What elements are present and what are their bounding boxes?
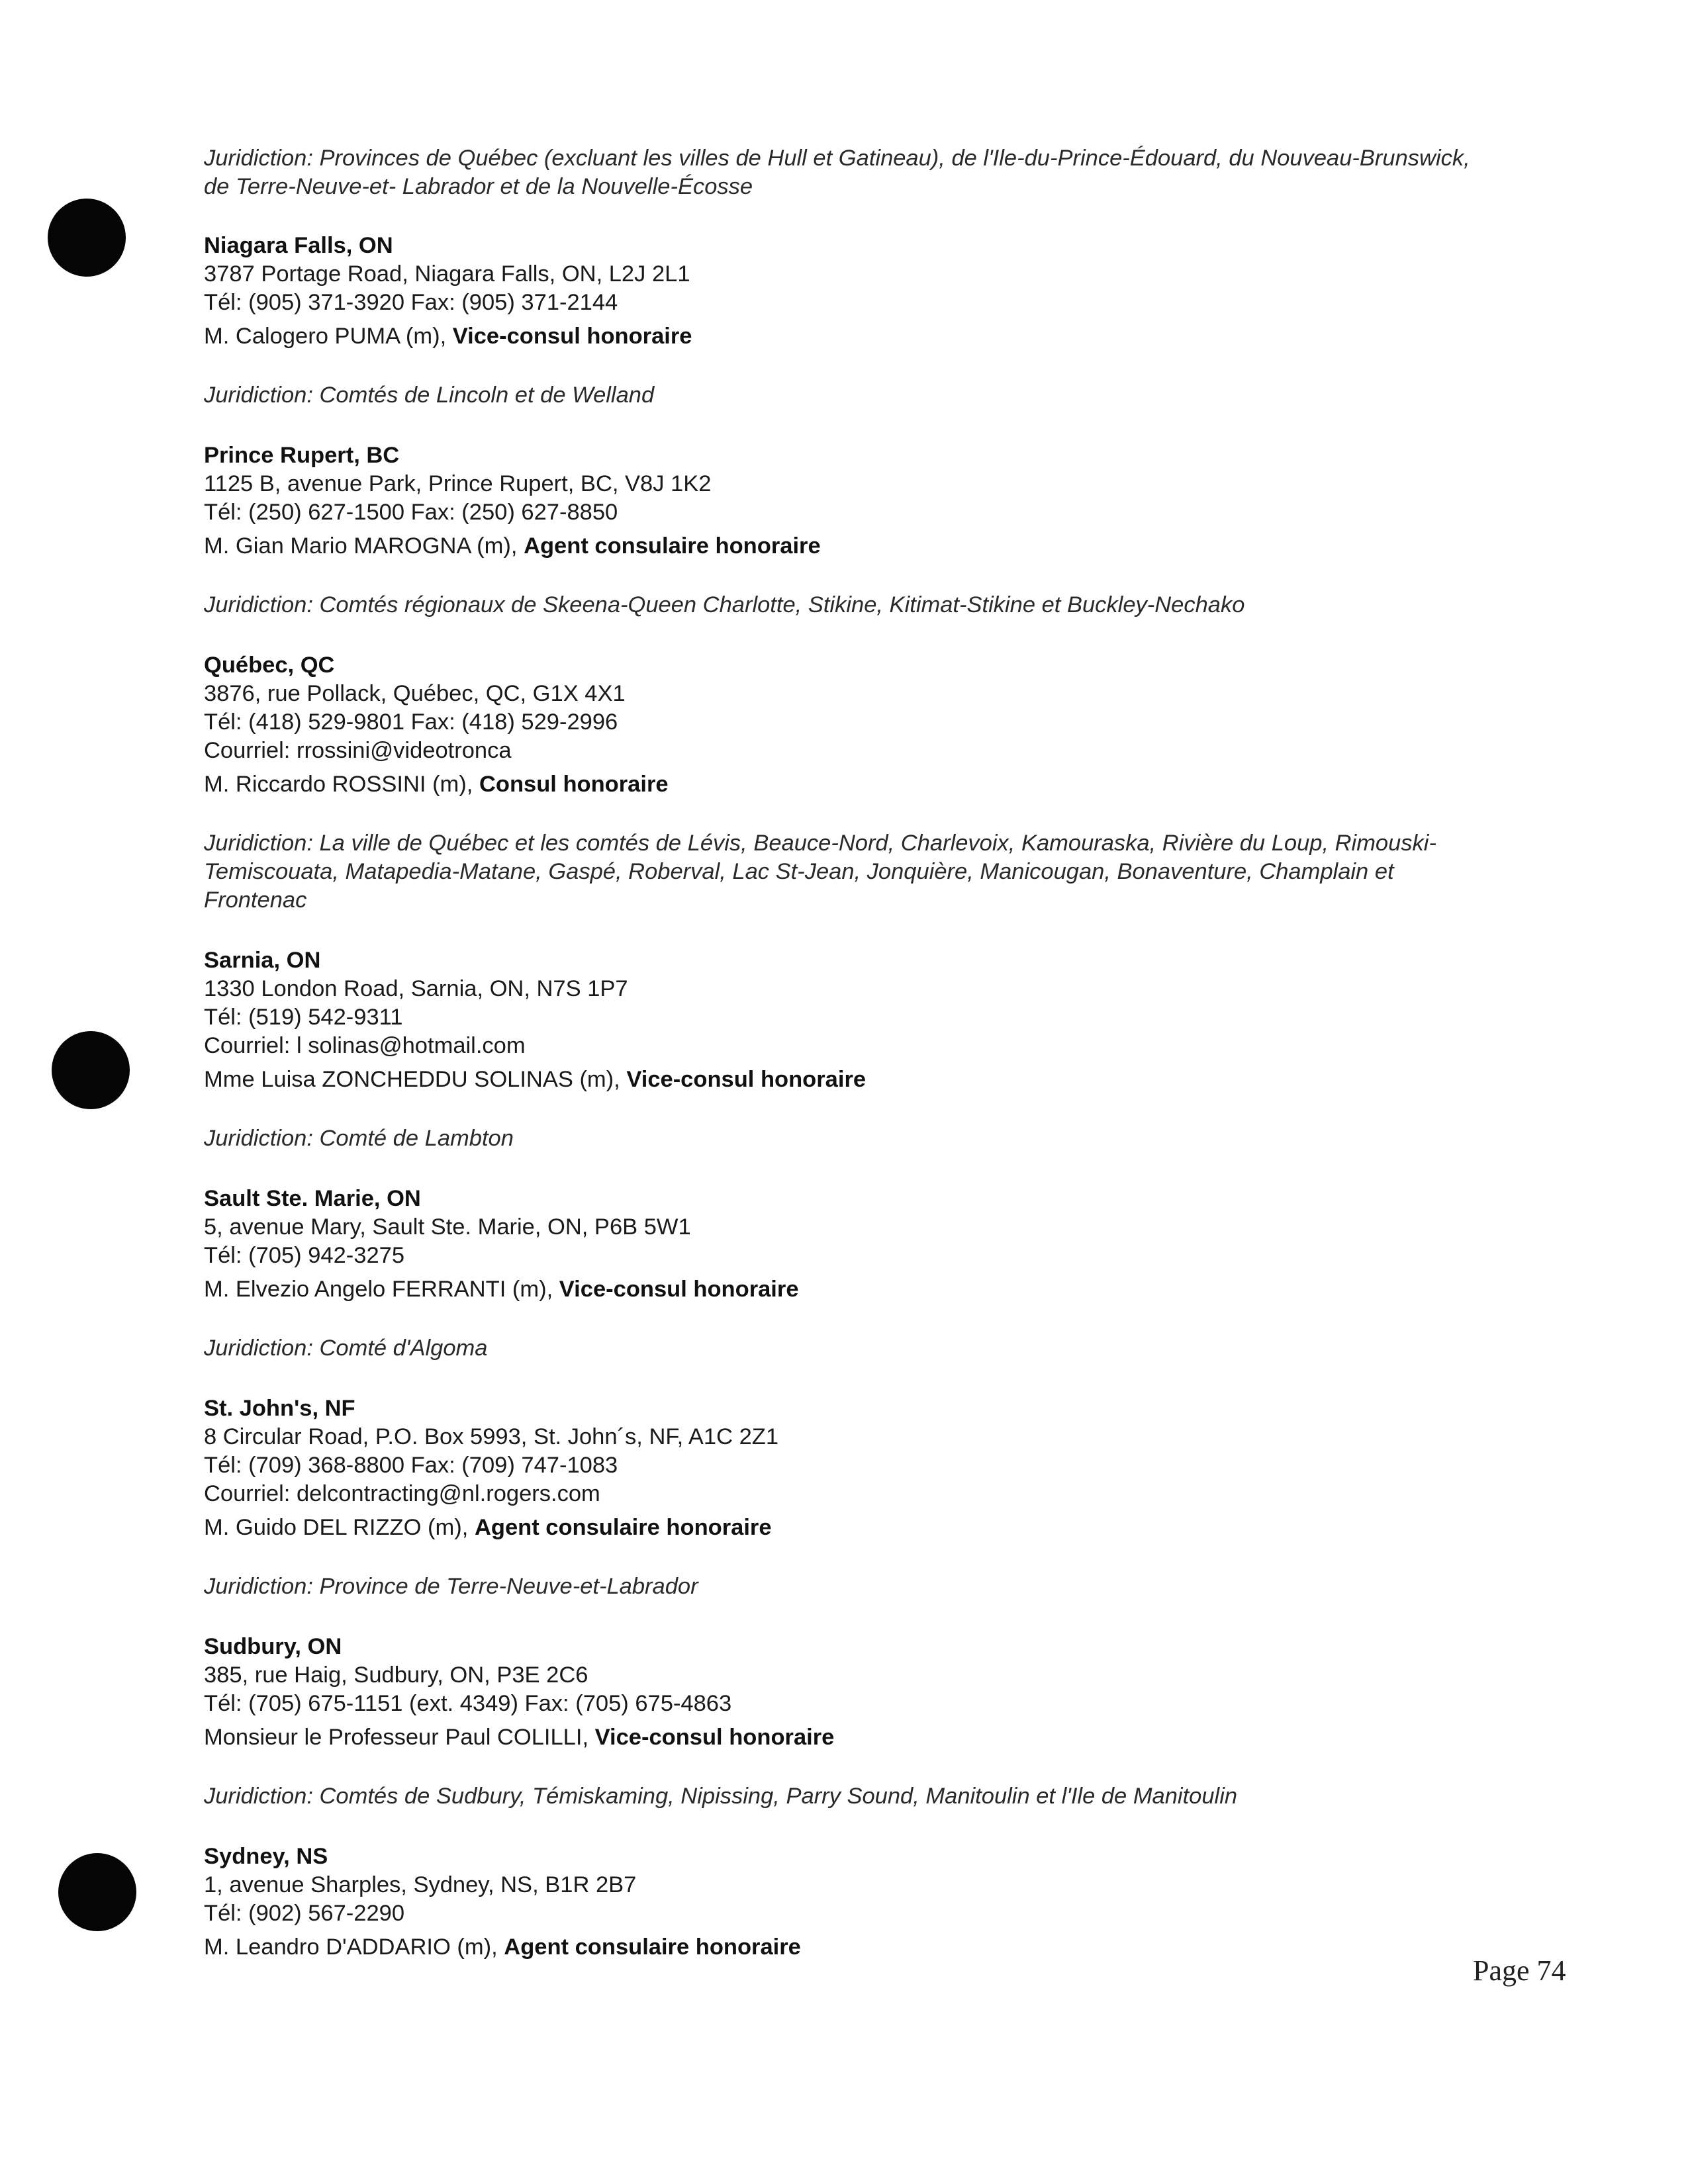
entry-phone: Tél: (705) 675-1151 (ext. 4349) Fax: (705) 675-4863 [204, 1691, 732, 1716]
entry-person-name: M. Leandro D'ADDARIO (m), [204, 1934, 498, 1960]
entry-address: 8 Circular Road, P.O. Box 5993, St. John´s, NF, A1C 2Z1 [204, 1424, 779, 1449]
entry-person-name: M. Calogero PUMA (m), [204, 324, 447, 349]
consulate-entry [204, 1185, 1488, 1304]
entry-jurisdiction: Juridiction: Comtés de Sudbury, Témiskaming, Nipissing, Parry Sound, Manitoulin et l'Ile de Manitoulin [204, 1784, 1238, 1809]
entry-address: 1330 London Road, Sarnia, ON, N7S 1P7 [204, 976, 628, 1001]
entry-city: Sydney, NS [204, 1844, 328, 1869]
consulate-entry [204, 1394, 1488, 1542]
entry-title: Agent consulaire honoraire [524, 533, 821, 559]
entry-person [204, 1933, 1488, 1962]
entry-address: 5, avenue Mary, Sault Ste. Marie, ON, P6B 5W1 [204, 1214, 691, 1240]
punch-hole-top [48, 199, 126, 277]
entry-address: 1, avenue Sharples, Sydney, NS, B1R 2B7 [204, 1872, 637, 1897]
entry-person-name: M. Gian Mario MAROGNA (m), [204, 533, 518, 559]
entry-title: Vice-consul honoraire [626, 1067, 867, 1092]
entry-jurisdiction: Juridiction: La ville de Québec et les comtés de Lévis, Beauce-Nord, Charlevoix, Kamouraska, Rivière du Loup, Rimouski-Temiscouata, Matapedia-Matane, Gaspé, Roberval, Lac St-Jean, Jonquière, Manicougan, Bonaventure, Champlain et Frontenac [204, 831, 1436, 913]
entry-jurisdiction: Juridiction: Province de Terre-Neuve-et-Labrador [204, 1574, 698, 1599]
entry-person [204, 1066, 1488, 1094]
entry-person-name: M. Elvezio Angelo FERRANTI (m), [204, 1277, 553, 1302]
consulate-entry [204, 232, 1488, 351]
entry-person-name: M. Guido DEL RIZZO (m), [204, 1515, 469, 1540]
entry-phone: Tél: (519) 542-9311 [204, 1005, 403, 1030]
entry-person-name: Mme Luisa ZONCHEDDU SOLINAS (m), [204, 1067, 620, 1092]
entry-phone: Tél: (902) 567-2290 [204, 1901, 405, 1926]
entry-city: Sarnia, ON [204, 948, 321, 973]
consulate-entry [204, 1633, 1488, 1752]
entry-jurisdiction: Juridiction: Comté d'Algoma [204, 1336, 488, 1361]
entry-title: Vice-consul honoraire [594, 1725, 835, 1750]
punch-hole-middle [52, 1031, 130, 1109]
entry-city: St. John's, NF [204, 1396, 355, 1421]
intro-jurisdiction: Juridiction: Provinces de Québec (excluant les villes de Hull et Gatineau), de l'Ile-du-Prince-Édouard, du Nouveau-Brunswick, de Terre-Neuve-et- Labrador et de la Nouvelle-Écosse [204, 146, 1470, 199]
consulate-entry [204, 651, 1488, 799]
consulate-entry [204, 441, 1488, 561]
entry-title: Consul honoraire [479, 772, 669, 797]
entry-person [204, 532, 1488, 561]
entry-city: Prince Rupert, BC [204, 443, 400, 468]
entry-phone: Tél: (418) 529-9801 Fax: (418) 529-2996 [204, 709, 618, 735]
entry-address: 385, rue Haig, Sudbury, ON, P3E 2C6 [204, 1662, 588, 1688]
entry-phone: Tél: (705) 942-3275 [204, 1243, 405, 1268]
entry-person [204, 1514, 1488, 1542]
page-number: Page 74 [1473, 1954, 1566, 1987]
entry-email[interactable]: Courriel: delcontracting@nl.rogers.com [204, 1481, 600, 1506]
entry-person [204, 322, 1488, 351]
consulate-entry [204, 946, 1488, 1094]
entry-address: 3787 Portage Road, Niagara Falls, ON, L2J 2L1 [204, 261, 690, 287]
entry-title: Vice-consul honoraire [559, 1277, 799, 1302]
entry-address: 1125 B, avenue Park, Prince Rupert, BC, V8J 1K2 [204, 471, 712, 496]
entry-phone: Tél: (905) 371-3920 Fax: (905) 371-2144 [204, 290, 618, 315]
consulate-entry [204, 1843, 1488, 1962]
entry-person-name: Monsieur le Professeur Paul COLILLI, [204, 1725, 589, 1750]
entry-title: Agent consulaire honoraire [474, 1515, 772, 1540]
entry-jurisdiction: Juridiction: Comté de Lambton [204, 1126, 514, 1151]
entry-title: Vice-consul honoraire [452, 324, 692, 349]
punch-hole-bottom [58, 1853, 136, 1931]
entry-city: Sault Ste. Marie, ON [204, 1186, 421, 1211]
entry-city: Québec, QC [204, 653, 335, 678]
entry-jurisdiction: Juridiction: Comtés régionaux de Skeena-Queen Charlotte, Stikine, Kitimat-Stikine et Buckley-Nechako [204, 592, 1245, 617]
entry-person [204, 1275, 1488, 1304]
entry-jurisdiction: Juridiction: Comtés de Lincoln et de Welland [204, 383, 655, 408]
entry-person [204, 770, 1488, 799]
entry-address: 3876, rue Pollack, Québec, QC, G1X 4X1 [204, 681, 626, 706]
entry-phone: Tél: (250) 627-1500 Fax: (250) 627-8850 [204, 500, 618, 525]
entry-person-name: M. Riccardo ROSSINI (m), [204, 772, 473, 797]
entry-city: Niagara Falls, ON [204, 233, 393, 258]
entry-city: Sudbury, ON [204, 1634, 342, 1659]
directory-content [204, 144, 1488, 1962]
entry-phone: Tél: (709) 368-8800 Fax: (709) 747-1083 [204, 1453, 618, 1478]
entry-person [204, 1723, 1488, 1752]
entry-title: Agent consulaire honoraire [504, 1934, 801, 1960]
entry-email[interactable]: Courriel: rrossini@videotronca [204, 738, 512, 763]
entry-email[interactable]: Courriel: l solinas@hotmail.com [204, 1033, 526, 1058]
